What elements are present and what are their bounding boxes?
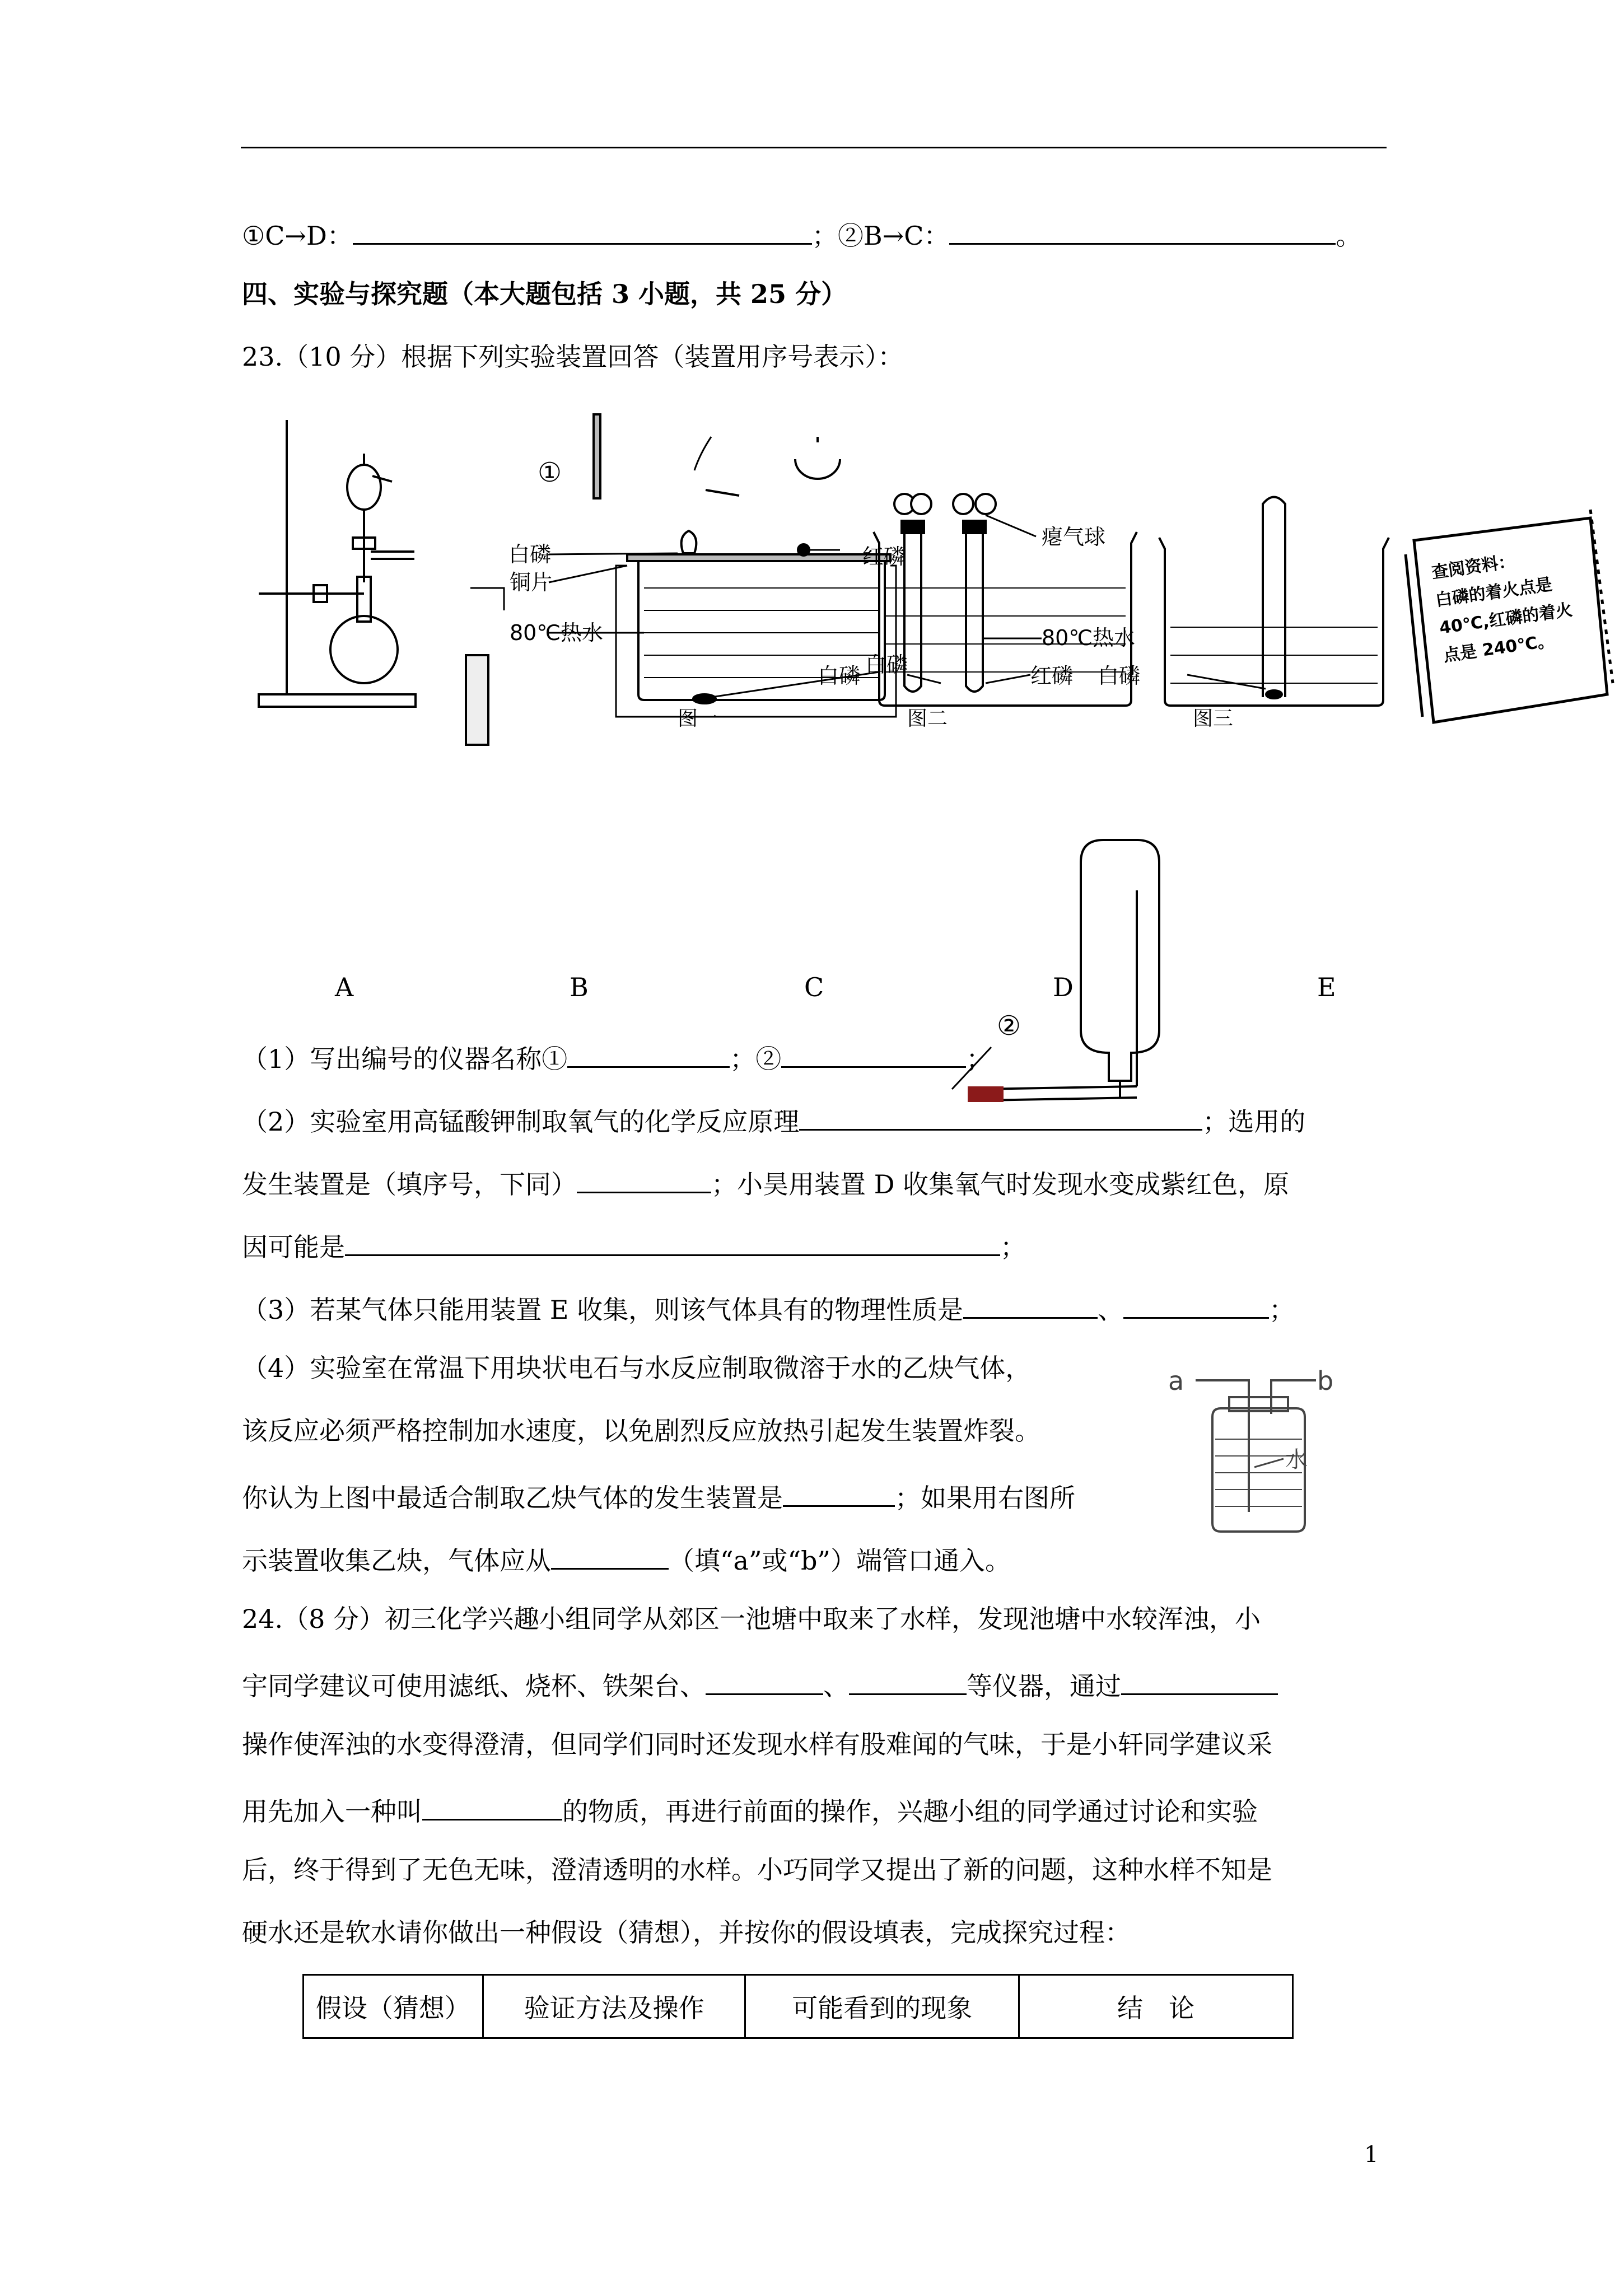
line-cd: ①C→D： ；②B→C： 。 — [242, 218, 1361, 249]
figure-1-caption: 图一 — [678, 707, 718, 730]
label-d: D — [1053, 972, 1074, 1002]
hypothesis-table — [302, 1974, 1294, 2039]
q23-part4-line3: 你认为上图中最适合制取乙炔气体的发生装置是 ；如果用右图所 — [242, 1481, 1075, 1511]
answer-blank-1[interactable] — [567, 1042, 730, 1068]
answer-blank-instrument-1[interactable] — [706, 1669, 823, 1695]
port-a-label: a — [1168, 1366, 1184, 1396]
header-rule — [241, 147, 1387, 148]
label-white-p-2: 白磷 — [818, 664, 861, 688]
figure-3 — [1159, 497, 1389, 706]
answer-blank-reaction[interactable] — [799, 1104, 1202, 1131]
q24-line5: 后，终于得到了无色无味，澄清透明的水样。小巧同学又提出了新的问题，这种水样不知是 — [242, 1855, 1272, 1885]
q24-line1: 24.（8 分）初三化学兴趣小组同学从郊区一池塘中取来了水样，发现池塘中水较浑浊，小 — [242, 1604, 1261, 1634]
q24-line6: 硬水还是软水请你做出一种假设（猜想），并按你的假设填表，完成探究过程： — [242, 1917, 1131, 1948]
apparatus-a — [259, 420, 416, 707]
q23-part1: （1）写出编号的仪器名称① ；② ； — [242, 1042, 992, 1072]
figure-2-caption: 图二 — [907, 707, 948, 730]
answer-blank-operation[interactable] — [1121, 1669, 1278, 1695]
table-header-row — [304, 1975, 1293, 2038]
q24-line3: 操作使浑浊的水变得澄清，但同学们同时还发现水样有股难闻的气味，于是小轩同学建议采 — [242, 1729, 1272, 1759]
answer-blank-generator[interactable] — [577, 1167, 711, 1193]
answer-blank-cd[interactable] — [353, 218, 812, 245]
label-white-p-1: 白磷 — [508, 542, 552, 567]
answer-blank-reason[interactable] — [345, 1230, 1000, 1256]
note-line-2: 40℃,红磷的着火 — [1438, 600, 1574, 638]
label-copper: 铜片 — [510, 570, 553, 595]
answer-blank-bc[interactable] — [949, 218, 1336, 245]
q23-part4-line1: （4）实验室在常温下用块状电石与水反应制取微溶于水的乙炔气体， — [242, 1353, 1032, 1383]
note-line-3: 点是 240℃。 — [1442, 631, 1556, 666]
section-heading: 四、实验与探究题（本大题包括 3 小题，共 25 分） — [242, 279, 847, 309]
table-header-phenomenon: 可能看到的现象 — [745, 1975, 1019, 2038]
label-a: A — [335, 972, 354, 1002]
table-header-method: 验证方法及操作 — [483, 1975, 745, 2038]
label-b: B — [570, 972, 589, 1002]
wash-bottle-figure — [1165, 1355, 1355, 1540]
label-hot-water-1: 80℃热水 — [510, 620, 604, 645]
q23-part2-line2: 发生装置是（填序号，下同） ；小昊用装置 D 收集氧气时发现水变成紫红色，原 — [242, 1167, 1289, 1197]
label-white-p-bottom: 白磷 — [865, 652, 908, 677]
answer-blank-acetylene-generator[interactable] — [783, 1481, 895, 1507]
label-red-p-2: 红磷 — [1030, 664, 1074, 688]
q23-part4-line2: 该反应必须严格控制加水速度，以免剧烈反应放热引起发生装置炸裂。 — [242, 1416, 1040, 1446]
answer-blank-port[interactable] — [551, 1543, 669, 1570]
mark-1: ① — [538, 457, 562, 488]
answer-blank-property-1[interactable] — [963, 1292, 1098, 1319]
label-c: C — [804, 972, 824, 1002]
port-b-label: b — [1317, 1366, 1334, 1396]
q23-intro: 23.（10 分）根据下列实验装置回答（装置用序号表示）： — [242, 342, 904, 372]
label-red-p-1: 红磷 — [862, 544, 906, 569]
label-e: E — [1317, 972, 1336, 1002]
answer-blank-property-2[interactable] — [1123, 1292, 1269, 1319]
label-hot-water-2: 80℃热水 — [1042, 625, 1136, 650]
figure-3-caption: 图三 — [1193, 707, 1234, 730]
label-white-p-3: 白磷 — [1098, 664, 1141, 688]
q23-part2-line3: 因可能是 ； — [242, 1230, 1026, 1260]
q23-part4-line4: 示装置收集乙炔，气体应从 （填“a”或“b”）端管口通入。 — [242, 1543, 1011, 1574]
apparatus-figures — [235, 403, 1624, 1042]
page-number: 1 — [1364, 2142, 1379, 2168]
answer-blank-2[interactable] — [781, 1042, 966, 1068]
table-header-conclusion: 结 论 — [1019, 1975, 1292, 2038]
table-header-hypothesis: 假设（猜想） — [304, 1975, 483, 2038]
label-balloon: 瘪气球 — [1042, 525, 1106, 549]
answer-blank-instrument-2[interactable] — [849, 1669, 967, 1695]
q23-part2-line1: （2）实验室用高锰酸钾制取氧气的化学反应原理 ；选用的 — [242, 1104, 1305, 1135]
answer-blank-substance[interactable] — [422, 1794, 562, 1820]
q24-line4: 用先加入一种叫 的物质，再进行前面的操作，兴趣小组的同学通过讨论和实验 — [242, 1794, 1258, 1824]
water-label: 水 — [1285, 1447, 1308, 1473]
q23-part3: （3）若某气体只能用装置 E 收集，则该气体具有的物理性质是 、 ； — [242, 1292, 1295, 1323]
note-line-1: 白磷的着火点是 — [1434, 575, 1553, 611]
q24-line2: 宇同学建议可使用滤纸、烧杯、铁架台、 、 等仪器，通过 — [242, 1669, 1278, 1699]
mark-2: ② — [997, 1010, 1021, 1042]
note-title: 查阅资料： — [1430, 552, 1516, 583]
